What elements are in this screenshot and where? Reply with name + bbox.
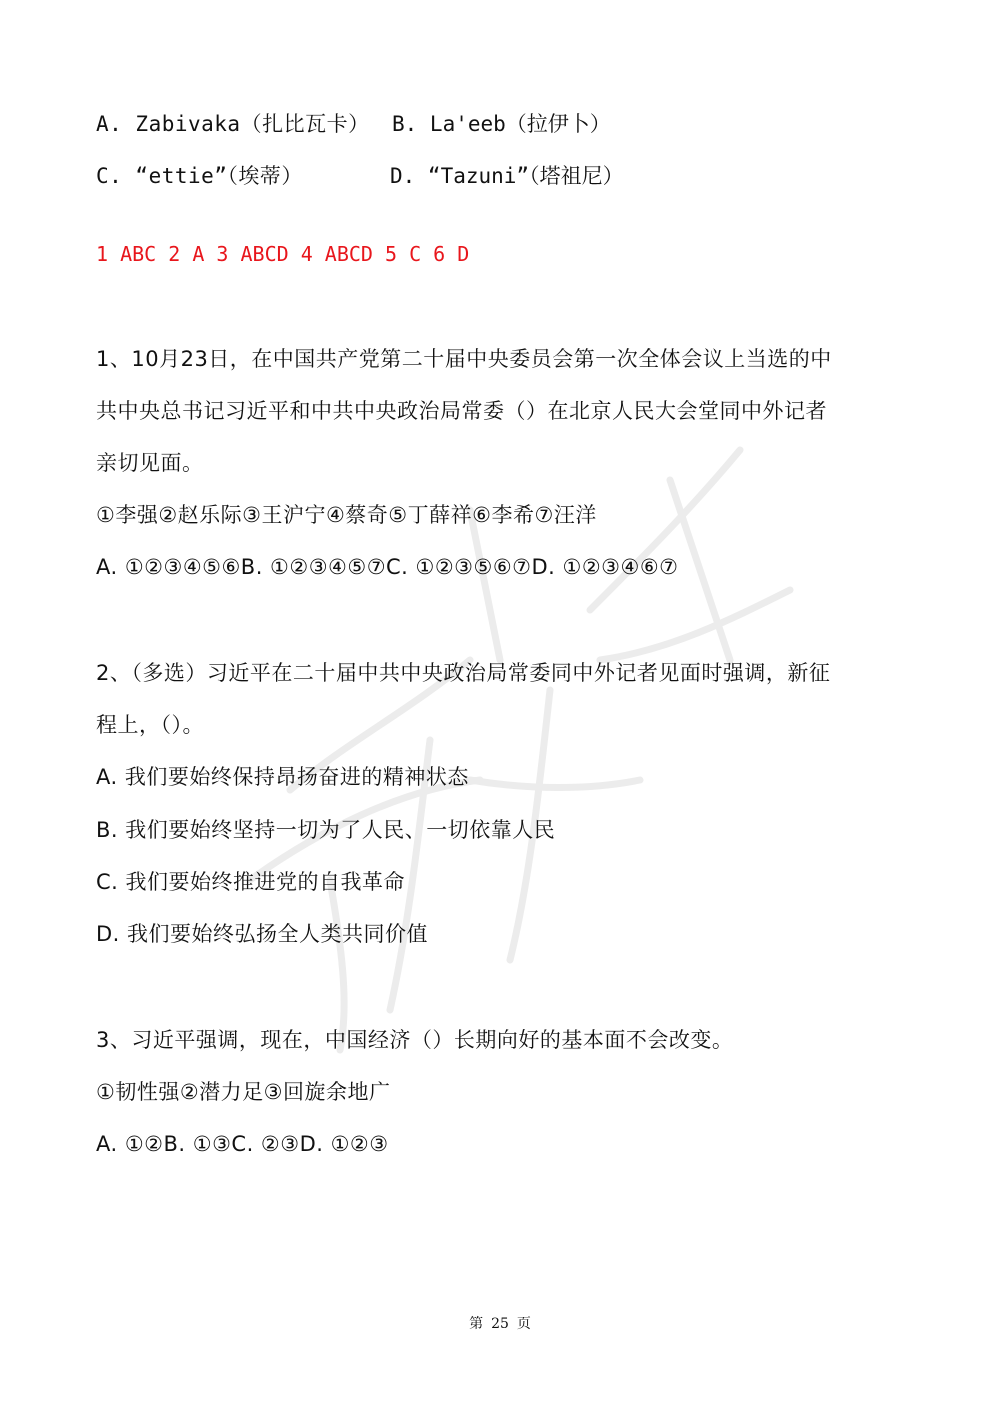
prev-option-c: C. “ettie”（埃蒂）: [96, 164, 303, 188]
q1-choices: ①李强②赵乐际③王沪宁④蔡奇⑤丁薛祥⑥李希⑦汪洋: [96, 503, 597, 527]
q1-stem-line2: 共中央总书记习近平和中共中央政治局常委（）在北京人民大会堂同中外记者: [96, 399, 827, 423]
prev-option-d: D. “Tazuni”（塔祖尼）: [390, 164, 624, 188]
prev-option-a: A. Zabivaka（扎比瓦卡）: [96, 112, 370, 136]
q1-stem-line1: 1、10月23日，在中国共产党第二十届中央委员会第一次全体会议上当选的中: [96, 347, 832, 371]
footer-suffix: 页: [516, 1316, 531, 1332]
q2-stem-line2: 程上，（）。: [96, 713, 204, 737]
q2-option-b: B. 我们要始终坚持一切为了人民、一切依靠人民: [96, 818, 556, 842]
q2-option-d: D. 我们要始终弘扬全人类共同价值: [96, 922, 429, 946]
q3-options: A. ①②B. ①③C. ②③D. ①②③: [96, 1132, 389, 1156]
q3-stem-line1: 3、习近平强调，现在，中国经济（）长期向好的基本面不会改变。: [96, 1028, 734, 1052]
q2-option-c: C. 我们要始终推进党的自我革命: [96, 870, 406, 894]
q2-stem-line1: 2、（多选）习近平在二十届中共中央政治局常委同中外记者见面时强调，新征: [96, 661, 831, 685]
page-footer: [0, 1313, 1000, 1333]
page-number: 25: [491, 1316, 509, 1332]
q2-option-a: A. 我们要始终保持昂扬奋进的精神状态: [96, 765, 469, 789]
answer-key: 1 ABC 2 A 3 ABCD 4 ABCD 5 C 6 D: [96, 242, 470, 266]
footer-prefix: 第: [469, 1316, 484, 1332]
q1-stem-line3: 亲切见面。: [96, 451, 204, 475]
prev-option-b: B. La'eeb（拉伊卜）: [392, 112, 611, 136]
q1-options: A. ①②③④⑤⑥B. ①②③④⑤⑦C. ①②③⑤⑥⑦D. ①②③④⑥⑦: [96, 555, 679, 579]
watermark: [170, 360, 870, 1060]
q3-choices: ①韧性强②潜力足③回旋余地广: [96, 1080, 391, 1104]
